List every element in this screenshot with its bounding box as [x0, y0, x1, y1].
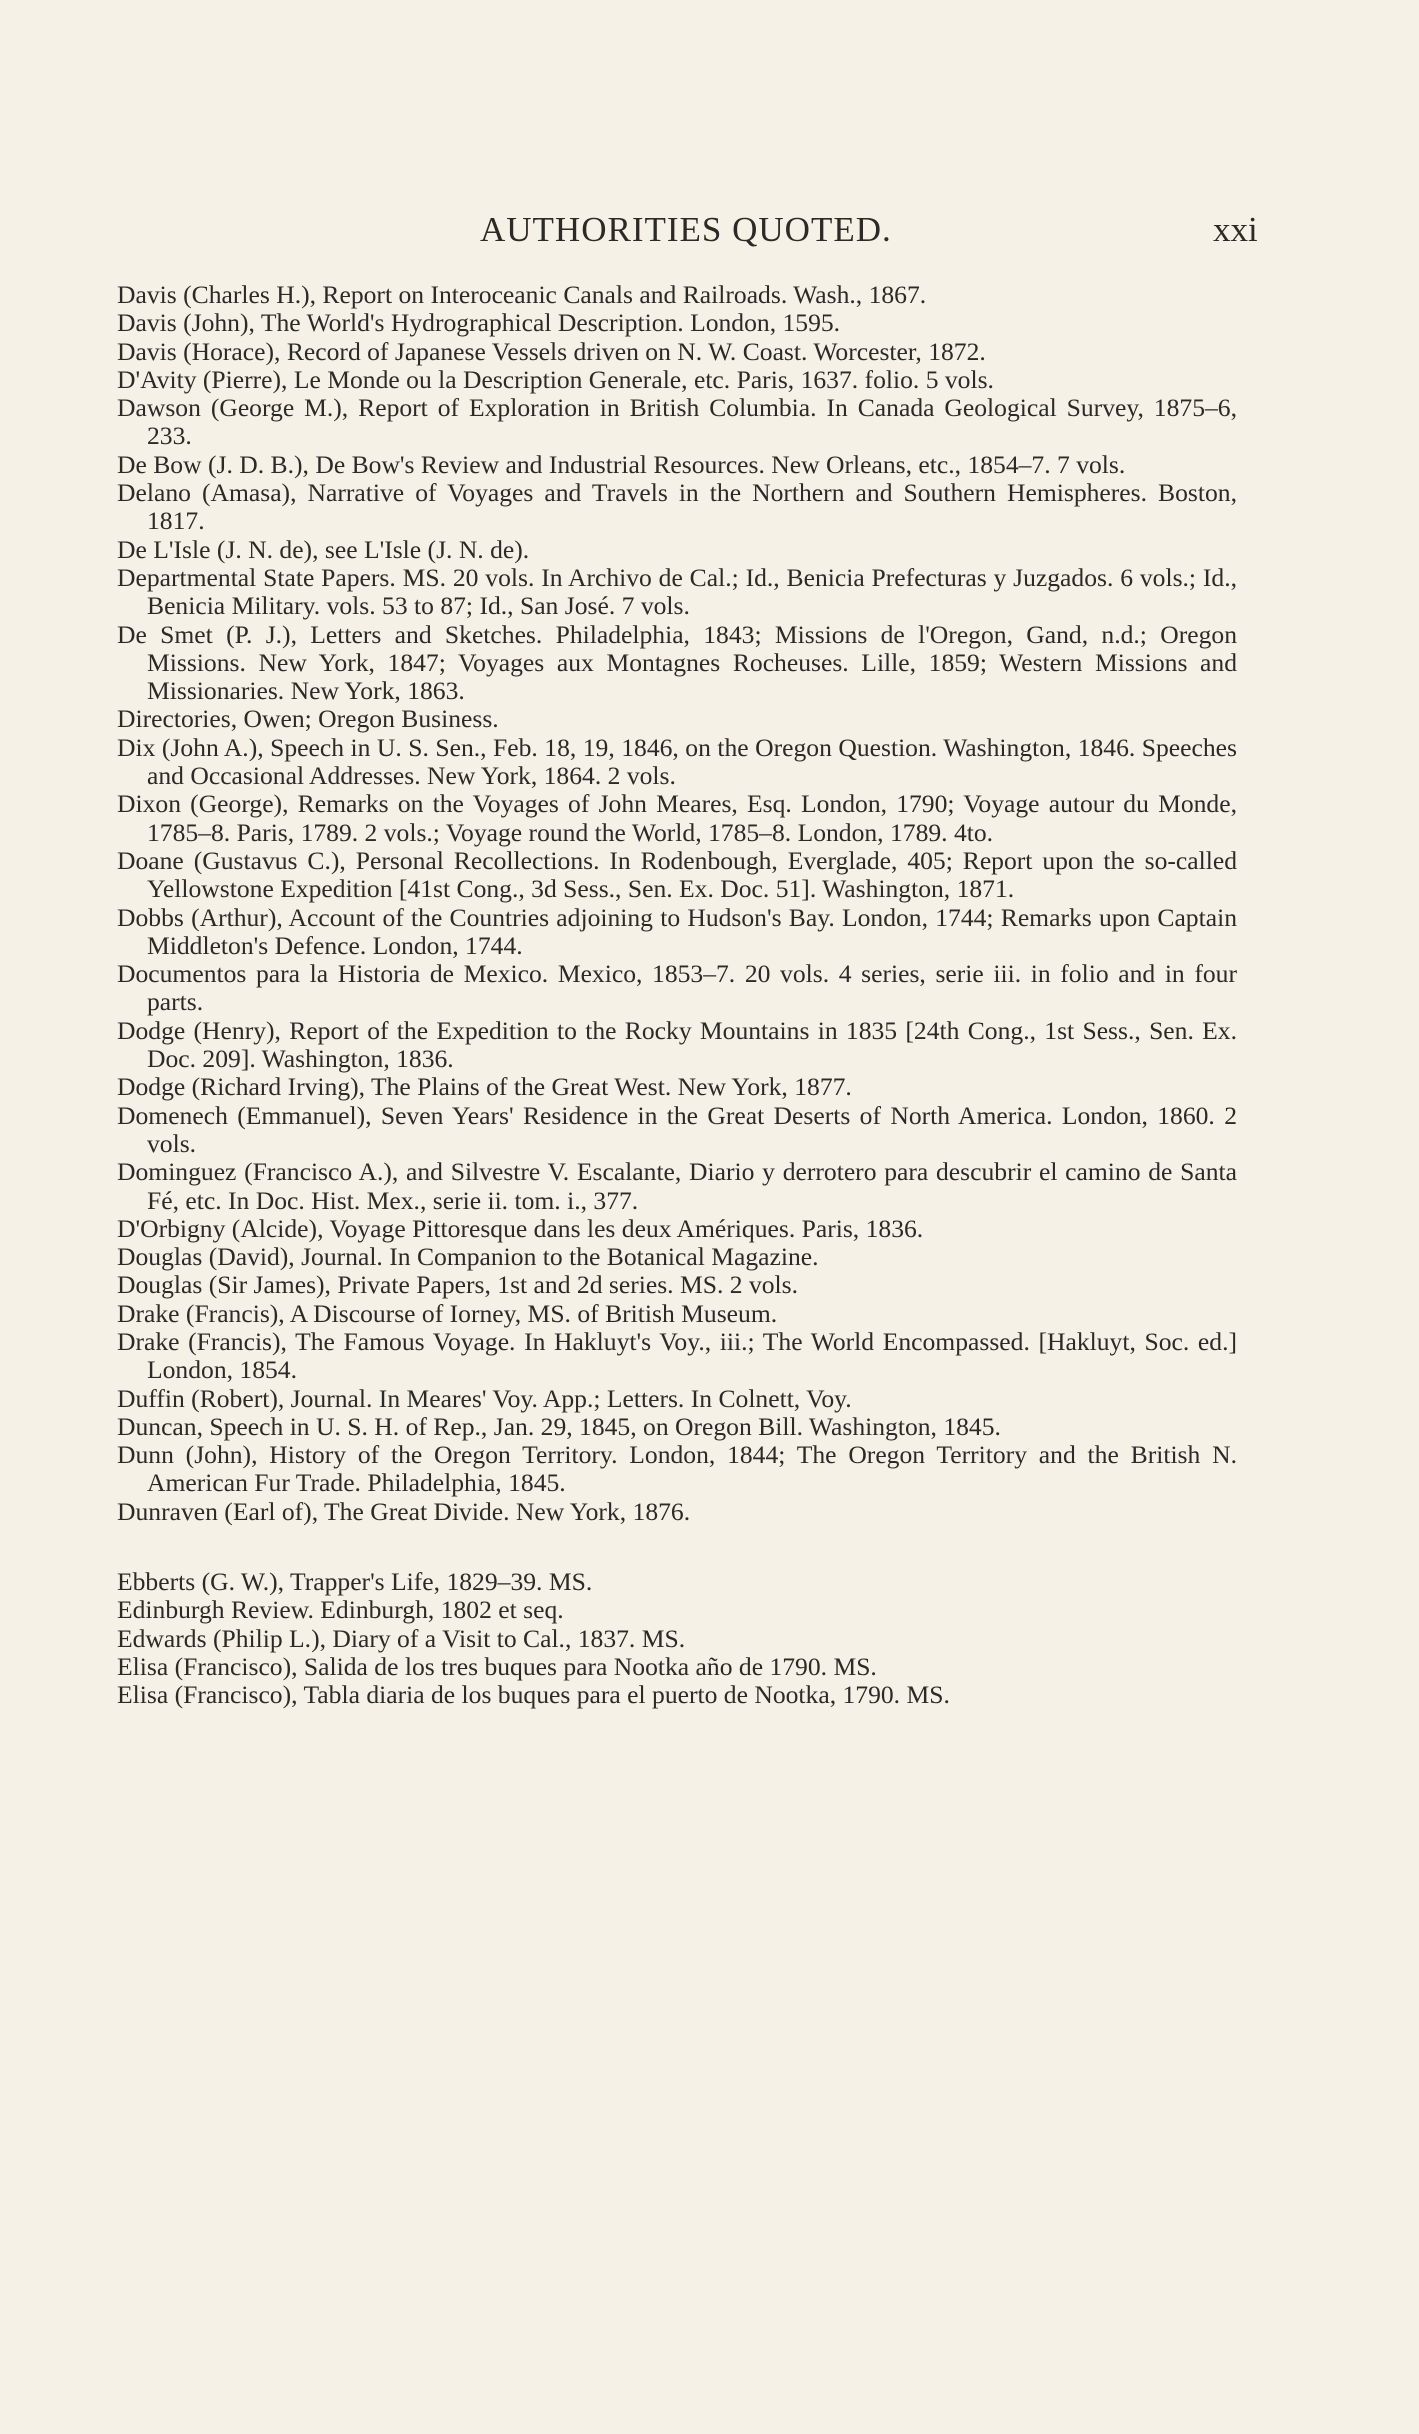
page-number: xxi: [1213, 210, 1258, 249]
bibliography-entry: De Bow (J. D. B.), De Bow's Review and Industrial Resources. New Orleans, etc., 1854–7. 7 vols.: [117, 449, 1126, 479]
bibliography-entry: Duncan, Speech in U. S. H. of Rep., Jan. 29, 1845, on Oregon Bill. Washington, 1845.: [117, 1411, 1001, 1441]
bibliography-entry: D'Orbigny (Alcide), Voyage Pittoresque dans les deux Amériques. Paris, 1836.: [117, 1213, 924, 1243]
bibliography-entry: Douglas (Sir James), Private Papers, 1st and 2d series. MS. 2 vols.: [117, 1270, 799, 1300]
bibliography-entry: Dodge (Henry), Report of the Expedition to the Rocky Mountains in 1835 [24th Cong., 1st Sess., Sen. Ex. Doc. 209]. Washington, 1836.: [117, 1015, 1237, 1074]
bibliography-entry: Davis (Charles H.), Report on Interoceanic Canals and Railroads. Wash., 1867.: [117, 280, 927, 309]
bibliography-entry: Duffin (Robert), Journal. In Meares' Voy. App.; Letters. In Colnett, Voy.: [117, 1383, 852, 1413]
running-head: [0, 206, 1419, 254]
bibliography-entry: D'Avity (Pierre), Le Monde ou la Description Generale, etc. Paris, 1637. folio. 5 vols.: [117, 364, 994, 394]
bibliography-entry: Dodge (Richard Irving), The Plains of the Great West. New York, 1877.: [117, 1072, 852, 1102]
bibliography-entry: Davis (Horace), Record of Japanese Vessels driven on N. W. Coast. Worcester, 1872.: [117, 336, 986, 366]
bibliography-entry: Directories, Owen; Oregon Business.: [117, 704, 499, 734]
bibliography-list: [117, 281, 1237, 1710]
bibliography-entry: Domenech (Emmanuel), Seven Years' Residence in the Great Deserts of North America. London, 1860. 2 vols.: [117, 1100, 1237, 1158]
bibliography-entry: Dobbs (Arthur), Account of the Countries adjoining to Hudson's Bay. London, 1744; Remarks upon Captain Middleton's Defence. London, 1744.: [117, 902, 1237, 960]
bibliography-entry: Edwards (Philip L.), Diary of a Visit to Cal., 1837. MS.: [117, 1623, 686, 1653]
bibliography-section-d: [117, 281, 1237, 1526]
bibliography-entry: Departmental State Papers. MS. 20 vols. In Archivo de Cal.; Id., Benicia Prefecturas y Juzgados. 6 vols.; Id., Benicia Military. vols. 53 to 87; Id., San José. 7 vols.: [117, 562, 1237, 621]
bibliography-entry: Ebberts (G. W.), Trapper's Life, 1829–39. MS.: [117, 1567, 593, 1597]
bibliography-entry: Elisa (Francisco), Salida de los tres buques para Nootka año de 1790. MS.: [117, 1651, 877, 1681]
bibliography-entry: Drake (Francis), The Famous Voyage. In Hakluyt's Voy., iii.; The World Encompassed. [Hakluyt, Soc. ed.] London, 1854.: [117, 1326, 1237, 1385]
section-gap: [117, 1526, 1237, 1568]
bibliography-entry: Elisa (Francisco), Tabla diaria de los buques para el puerto de Nootka, 1790. MS.: [117, 1680, 950, 1710]
bibliography-entry: Dawson (George M.), Report of Exploration in British Columbia. In Canada Geological Survey, 1875–6, 233.: [117, 393, 1237, 451]
bibliography-entry: Douglas (David), Journal. In Companion to the Botanical Magazine.: [117, 1242, 819, 1272]
bibliography-entry: Documentos para la Historia de Mexico. Mexico, 1853–7. 20 vols. 4 series, serie iii. in folio and in four parts.: [117, 959, 1237, 1017]
bibliography-entry: Dunn (John), History of the Oregon Territory. London, 1844; The Oregon Territory and the British N. American Fur Trade. Philadelphia, 1845.: [117, 1440, 1237, 1498]
bibliography-entry: Dominguez (Francisco A.), and Silvestre V. Escalante, Diario y derrotero para descubrir el camino de Santa Fé, etc. In Doc. Hist. Mex., serie ii. tom. i., 377.: [117, 1157, 1237, 1215]
bibliography-entry: Doane (Gustavus C.), Personal Recollections. In Rodenbough, Everglade, 405; Report upon the so-called Yellowstone Expedition [41st Cong., 3d Sess., Sen. Ex. Doc. 51]. Washington, 1871.: [117, 845, 1237, 904]
bibliography-entry: De Smet (P. J.), Letters and Sketches. Philadelphia, 1843; Missions de l'Oregon, Gand, n.d.; Oregon Missions. New York, 1847; Voyages aux Montagnes Rocheuses. Lille, 1859; Western Missions and Missionaries. New York, 1863.: [117, 619, 1237, 706]
bibliography-entry: Dunraven (Earl of), The Great Divide. New York, 1876.: [117, 1496, 691, 1526]
bibliography-entry: Drake (Francis), A Discourse of Iorney, MS. of British Museum.: [117, 1298, 778, 1328]
bibliography-section-e: [117, 1568, 1237, 1709]
bibliography-entry: Davis (John), The World's Hydrographical Description. London, 1595.: [117, 308, 841, 338]
bibliography-entry: Edinburgh Review. Edinburgh, 1802 et seq.: [117, 1595, 564, 1625]
bibliography-entry: Dixon (George), Remarks on the Voyages of John Meares, Esq. London, 1790; Voyage autour du Monde, 1785–8. Paris, 1789. 2 vols.; Voyage round the World, 1785–8. London, 1789. 4to.: [117, 789, 1237, 847]
running-head-title: AUTHORITIES QUOTED.: [480, 210, 892, 249]
bibliography-entry: De L'Isle (J. N. de), see L'Isle (J. N. de).: [117, 534, 530, 564]
bibliography-entry: Dix (John A.), Speech in U. S. Sen., Feb. 18, 19, 1846, on the Oregon Question. Washington, 1846. Speeches and Occasional Addresses. New York, 1864. 2 vols.: [117, 732, 1237, 791]
bibliography-entry: Delano (Amasa), Narrative of Voyages and Travels in the Northern and Southern Hemispheres. Boston, 1817.: [117, 478, 1237, 536]
